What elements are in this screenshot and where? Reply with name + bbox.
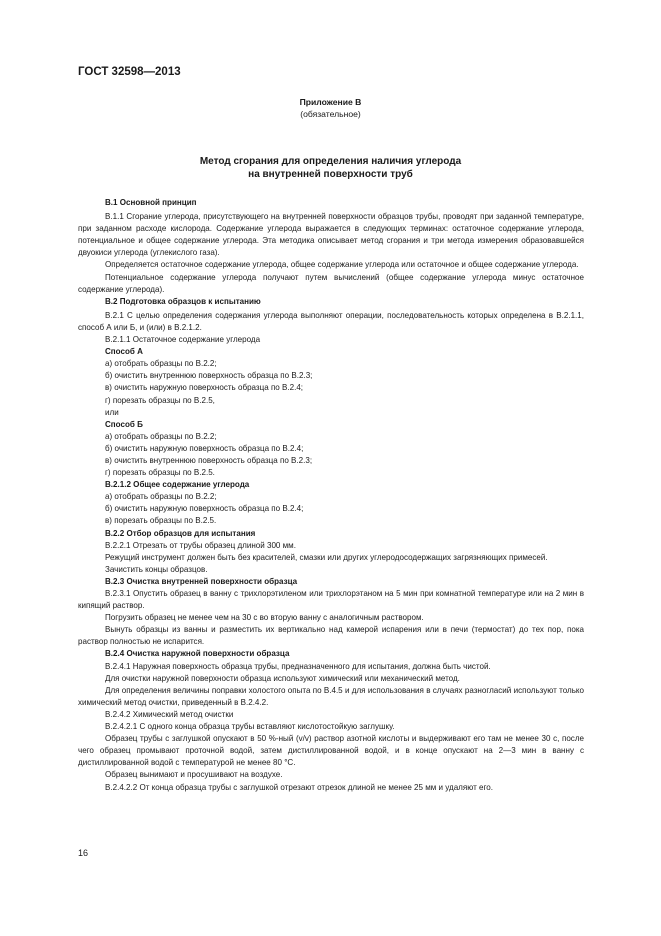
paragraph: В.2.4.2.2 От конца образца трубы с заглушкой отрезают отрезок длиной не менее 25 мм и удаляют его. — [105, 782, 493, 792]
section-title — [0, 155, 661, 181]
method-heading: Способ А — [105, 347, 143, 357]
list-item: в) очистить внутреннюю поверхность образца по В.2.3; — [105, 455, 313, 465]
section-title-line-2: на внутренней поверхности труб — [248, 169, 413, 180]
list-item: а) отобрать образцы по В.2.2; — [105, 359, 217, 369]
list-item: г) порезать образцы по В.2.5, — [105, 395, 215, 405]
paragraph: В.2.4.2.1 С одного конца образца трубы вставляют кислотостойкую заглушку. — [105, 722, 395, 732]
paragraph: Потенциальное содержание углерода получают путем вычислений (общее содержание углерода минус остаточное содержание углерода). — [78, 272, 584, 294]
subsection-heading: В.2.2 Отбор образцов для испытания — [105, 528, 256, 538]
paragraph: Для очистки наружной поверхности образца используют химический или механический метод. — [105, 673, 460, 683]
annex-subtitle: (обязательное) — [300, 109, 361, 119]
paragraph: В.2.1.1 Остаточное содержание углерода — [105, 335, 261, 345]
section-title-line-1: Метод сгорания для определения наличия углерода — [199, 156, 462, 167]
section-heading: В.2 Подготовка образцов к испытанию — [105, 296, 261, 306]
paragraph: Образец вынимают и просушивают на воздухе. — [105, 770, 283, 780]
paragraph: Образец трубы с заглушкой опускают в 50 %-ный (v/v) раствор азотной кислоты и выдерживают его там не менее 30 с, после чего образец промывают проточной водой, затем дистиллированной водой, и в конце опускают на 2—3 мин в ванну с дистиллированной водой с температурой не менее 80 °С. — [78, 734, 584, 768]
method-heading: Способ Б — [105, 419, 143, 429]
subsection-heading: В.2.3 Очистка внутренней поверхности образца — [105, 576, 298, 586]
paragraph: В.1.1 Сгорание углерода, присутствующего на внутренней поверхности образцов трубы, проводят при заданной температуре, при заданном расходе кислорода. Содержание углерода выражается в следующих терминах: остаточное содержание углерода, потенциальное и общее содержание углерода. Эта методика описывает метод сгорания и три метода измерения образовавшейся двуокиси углерода (углекислого газа). — [78, 212, 584, 258]
paragraph: Определяется остаточное содержание углерода, общее содержание углерода или остаточное и общее содержание углерода. — [105, 260, 579, 270]
list-item: б) очистить наружную поверхность образца по В.2.4; — [105, 504, 304, 514]
list-item: в) очистить наружную поверхность образца по В.2.4; — [105, 383, 304, 393]
paragraph: В.2.2.1 Отрезать от трубы образец длиной 300 мм. — [105, 540, 296, 550]
list-item: а) отобрать образцы по В.2.2; — [105, 492, 217, 502]
list-item: а) отобрать образцы по В.2.2; — [105, 431, 217, 441]
paragraph: В.2.4.1 Наружная поверхность образца трубы, предназначенного для испытания, должна быть чистой. — [105, 661, 491, 671]
document-body — [78, 197, 584, 794]
paragraph: Вынуть образцы из ванны и разместить их вертикально над камерой испарения или в печи (термостат) до тех пор, пока раствор полностью не испарится. — [78, 625, 584, 647]
paragraph: Погрузить образец не менее чем на 30 с во вторую ванну с аналогичным раствором. — [105, 613, 424, 623]
standard-header: ГОСТ 32598—2013 — [78, 66, 181, 78]
annex-title: Приложение В — [299, 97, 362, 107]
page-number: 16 — [78, 848, 89, 858]
paragraph: Зачистить концы образцов. — [105, 564, 208, 574]
list-item: б) очистить наружную поверхность образца по В.2.4; — [105, 443, 304, 453]
paragraph: Для определения величины поправки холостого опыта по В.4.5 и для использования в случаях разногласий используют только химический метод очистки, приведенный в В.2.4.2. — [78, 685, 584, 707]
annex-heading — [0, 96, 661, 120]
list-item: г) порезать образцы по В.2.5. — [105, 468, 215, 478]
paragraph: В.2.3.1 Опустить образец в ванну с трихлорэтиленом или трихлорэтаном на 5 мин при комнатной температуре или на 2 мин в кипящий раствор. — [78, 589, 584, 611]
paragraph: В.2.1 С целью определения содержания углерода выполняют операции, последовательность которых определена в В.2.1.1, способ А или Б, и (или) в В.2.1.2. — [78, 310, 584, 332]
paragraph: Режущий инструмент должен быть без красителей, смазки или других углеродосодержащих загрязняющих примесей. — [105, 552, 548, 562]
paragraph: В.2.4.2 Химический метод очистки — [105, 709, 234, 719]
list-item: в) порезать образцы по В.2.5. — [105, 516, 217, 526]
paragraph: или — [105, 407, 119, 417]
list-item: б) очистить внутреннюю поверхность образца по В.2.3; — [105, 371, 313, 381]
subsection-heading: В.2.4 Очистка наружной поверхности образца — [105, 649, 290, 659]
subsection-heading: В.2.1.2 Общее содержание углерода — [105, 480, 250, 490]
section-heading: В.1 Основной принцип — [105, 198, 197, 207]
